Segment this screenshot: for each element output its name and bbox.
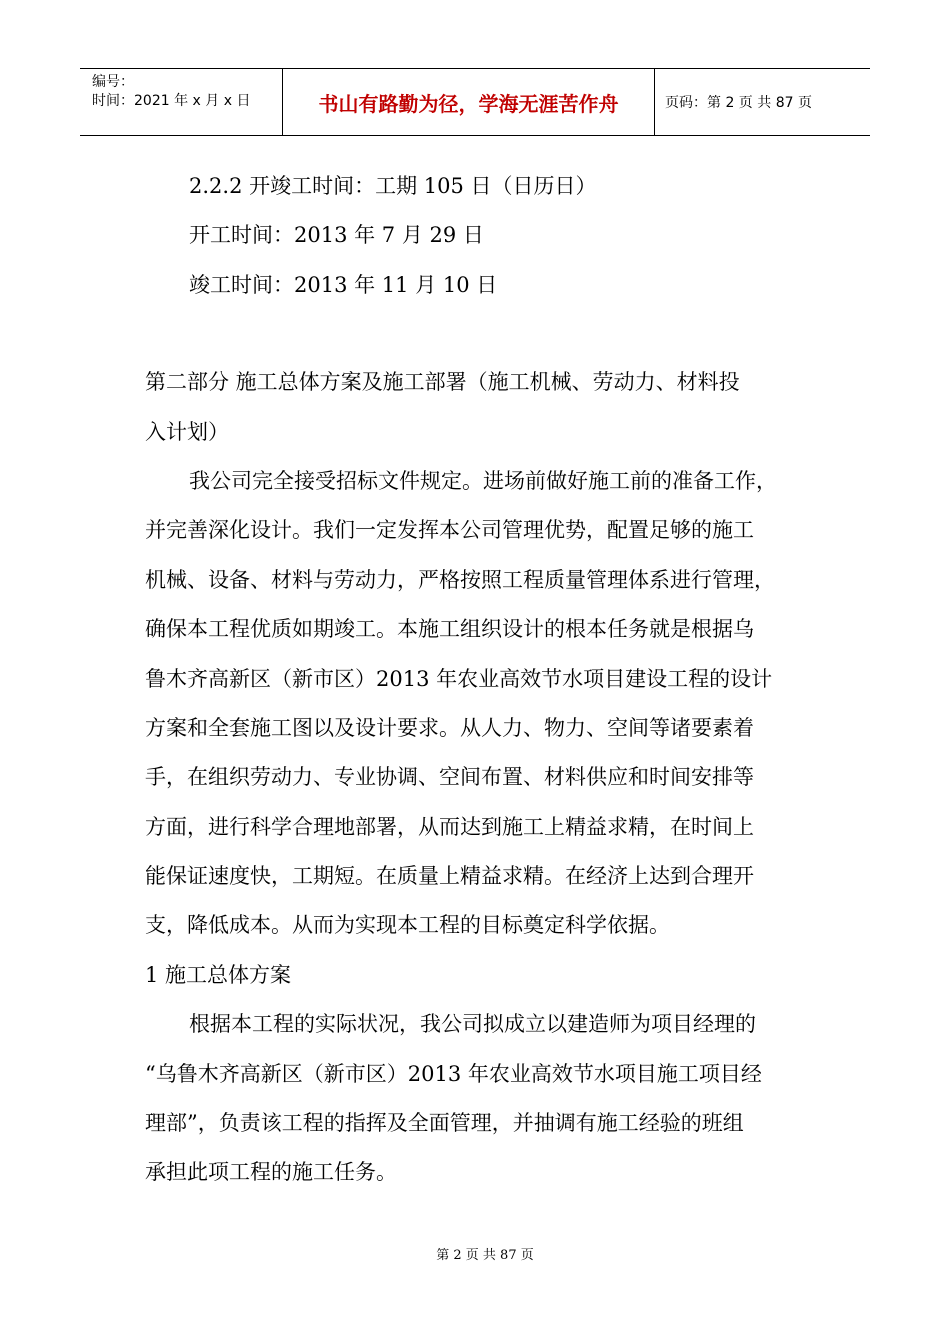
header-meta bbox=[80, 69, 283, 135]
paragraph-line: “乌鲁木齐高新区（新市区）2013 年农业高效节水项目施工项目经 bbox=[145, 1061, 762, 1086]
paragraph-line: 机械、设备、材料与劳动力，严格按照工程质量管理体系进行管理， bbox=[145, 567, 775, 592]
start-date-line: 开工时间：2013 年 7 月 29 日 bbox=[189, 223, 484, 248]
paragraph-line: 确保本工程优质如期竣工。本施工组织设计的根本任务就是根据乌 bbox=[145, 617, 754, 642]
paragraph-line: 我公司完全接受招标文件规定。进场前做好施工前的准备工作， bbox=[189, 468, 777, 493]
header-page-info: 页码：第 2 页 共 87 页 bbox=[665, 95, 812, 111]
paragraph-line: 并完善深化设计。我们一定发挥本公司管理优势，配置足够的施工 bbox=[145, 518, 754, 543]
document-body bbox=[145, 162, 813, 1198]
document-time-label: 时间：2021 年 x 月 x 日 bbox=[92, 93, 251, 109]
paragraph-line: 支，降低成本。从而为实现本工程的目标奠定科学依据。 bbox=[145, 913, 670, 938]
completion-date-line: 竣工时间：2013 年 11 月 10 日 bbox=[189, 272, 498, 297]
paragraph-line: 承担此项工程的施工任务。 bbox=[145, 1160, 397, 1185]
paragraph-line: 根据本工程的实际状况，我公司拟成立以建造师为项目经理的 bbox=[189, 1012, 756, 1037]
paragraph-line: 理部”，负责该工程的指挥及全面管理，并抽调有施工经验的班组 bbox=[145, 1111, 744, 1136]
schedule-heading: 2.2.2 开竣工时间：工期 105 日（日历日） bbox=[189, 174, 597, 198]
page-footer: 第 2 页 共 87 页 bbox=[436, 1248, 534, 1263]
document-number-label: 编号： bbox=[92, 74, 134, 90]
paragraph-line: 鲁木齐高新区（新市区）2013 年农业高效节水项目建设工程的设计 bbox=[145, 666, 773, 691]
section-gap bbox=[145, 310, 813, 358]
section-1-heading: 1 施工总体方案 bbox=[145, 962, 292, 987]
header-motto: 书山有路勤为径，学海无涯苦作舟 bbox=[283, 69, 655, 135]
paragraph-line: 手，在组织劳动力、专业协调、空间布置、材料供应和时间安排等 bbox=[145, 765, 754, 790]
paragraph-line: 能保证速度快，工期短。在质量上精益求精。在经济上达到合理开 bbox=[145, 864, 754, 889]
part-two-heading-cont: 入计划） bbox=[145, 419, 229, 444]
part-two-heading: 第二部分 施工总体方案及施工部署（施工机械、劳动力、材料投 bbox=[145, 370, 740, 395]
paragraph-line: 方案和全套施工图以及设计要求。从人力、物力、空间等诸要素着 bbox=[145, 715, 754, 740]
paragraph-line: 方面，进行科学合理地部署，从而达到施工上精益求精，在时间上 bbox=[145, 814, 754, 839]
page-header bbox=[80, 68, 870, 136]
